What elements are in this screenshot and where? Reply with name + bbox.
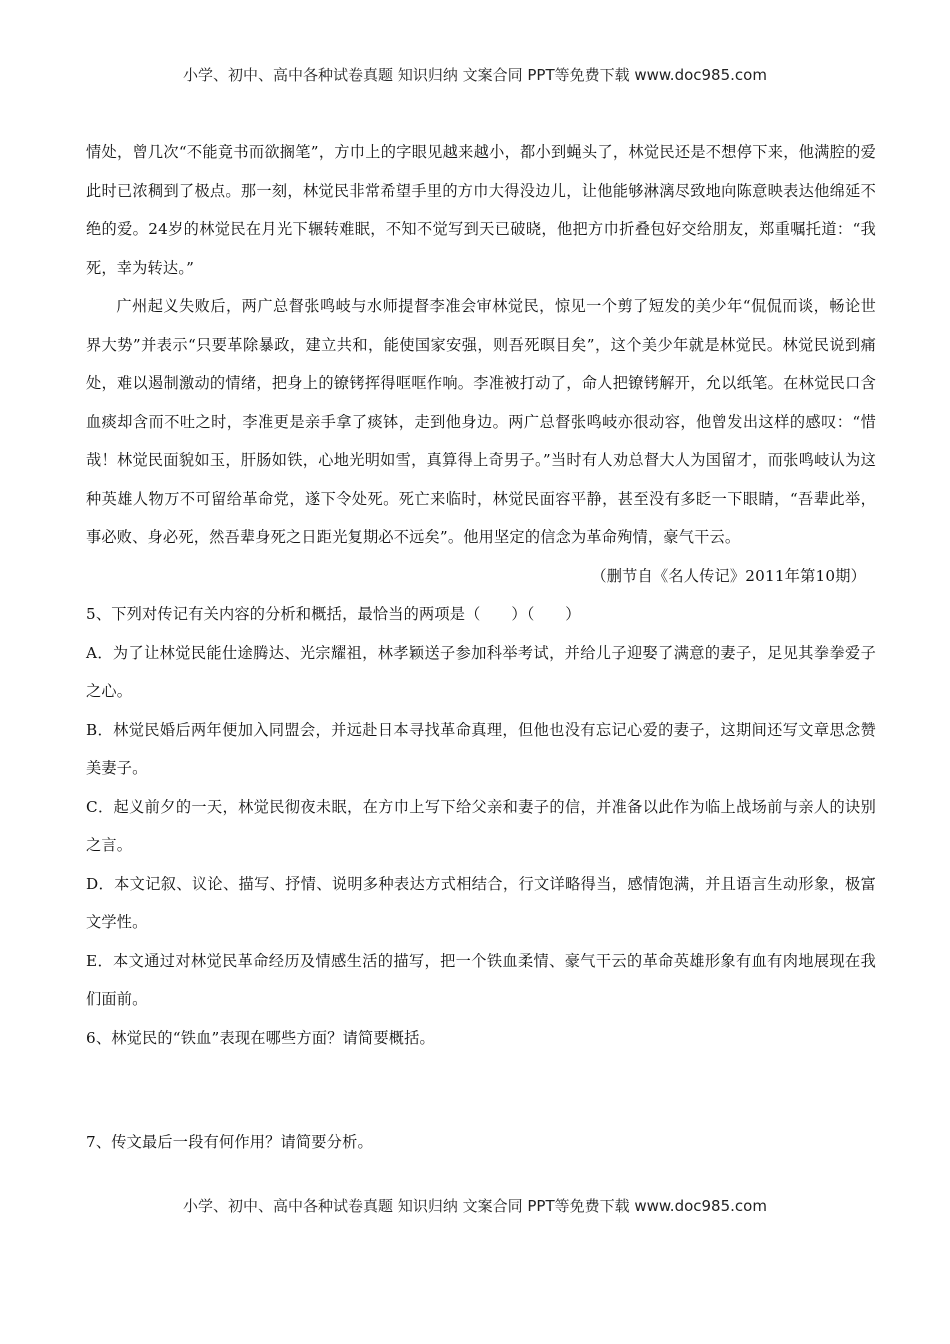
document-body [86,133,876,1162]
page-footer: 小学、初中、高中各种试卷真题 知识归纳 文案合同 PPT等免费下载 www.doc985.com [183,1197,767,1215]
question-5-option-c: C．起义前夕的一天，林觉民彻夜未眠，在方巾上写下给父亲和妻子的信，并准备以此作为临上战场前与亲人的诀别之言。 [86,797,876,854]
question-5-option-e: E．本文通过对林觉民革命经历及情感生活的描写，把一个铁血柔情、豪气干云的革命英雄形象有血有肉地展现在我们面前。 [86,951,876,1008]
passage-paragraph-2: 广州起义失败后，两广总督张鸣岐与水师提督李准会审林觉民，惊见一个剪了短发的美少年“侃侃而谈，畅论世界大势”并表示“只要革除暴政，建立共和，能使国家安强，则吾死暝目矣”，这个美少年就是林觉民。林觉民说到痛处，难以遏制激动的情绪，把身上的镣铐挥得哐哐作响。李准被打动了，命人把镣铐解开，允以纸笔。在林觉民口含血痰却含而不吐之时，李准更是亲手拿了痰钵，走到他身边。两广总督张鸣岐亦很动容，他曾发出这样的感叹：“惜哉！林觉民面貌如玉，肝肠如铁，心地光明如雪，真算得上奇男子。”当时有人劝总督大人为国留才，而张鸣岐认为这种英雄人物万不可留给革命党，遂下令处死。死亡来临时，林觉民面容平静，甚至没有多眨一下眼睛，“吾辈此举，事必败、身必死，然吾辈身死之日距光复期必不远矣”。他用坚定的信念为革命殉情，豪气干云。 [86,297,876,546]
question-5-option-b: B．林觉民婚后两年便加入同盟会，并远赴日本寻找革命真理，但他也没有忘记心爱的妻子，这期间还写文章思念赞美妻子。 [86,720,876,777]
passage-paragraph-1: 情处，曾几次“不能竟书而欲搁笔”，方巾上的字眼见越来越小，都小到蝇头了，林觉民还是不想停下来，他满腔的爱此时已浓稠到了极点。那一刻，林觉民非常希望手里的方巾大得没边儿，让他能够淋漓尽致地向陈意映表达他绵延不绝的爱。24岁的林觉民在月光下辗转难眠，不知不觉写到天已破晓，他把方巾折叠包好交给朋友，郑重嘱托道：“我死，幸为转达。” [86,143,876,277]
question-5-option-a: A．为了让林觉民能仕途腾达、光宗耀祖，林孝颖送子参加科举考试，并给儿子迎娶了满意的妻子，足见其拳拳爱子之心。 [86,643,876,700]
question-7: 7、传文最后一段有何作用？请简要分析。 [86,1133,373,1151]
question-6: 6、林觉民的“铁血”表现在哪些方面？请简要概括。 [86,1028,435,1047]
question-5-option-d: D．本文记叙、议论、描写、抒情、说明多种表达方式相结合，行文详略得当，感情饱满，并且语言生动形象，极富文学性。 [86,874,876,931]
passage-source: （删节自《名人传记》2011年第10期） [591,566,866,585]
answer-space [86,1057,876,1123]
page-header: 小学、初中、高中各种试卷真题 知识归纳 文案合同 PPT等免费下载 www.doc985.com [183,66,767,84]
question-5: 5、下列对传记有关内容的分析和概括，最恰当的两项是（ ）（ ） [86,605,581,623]
